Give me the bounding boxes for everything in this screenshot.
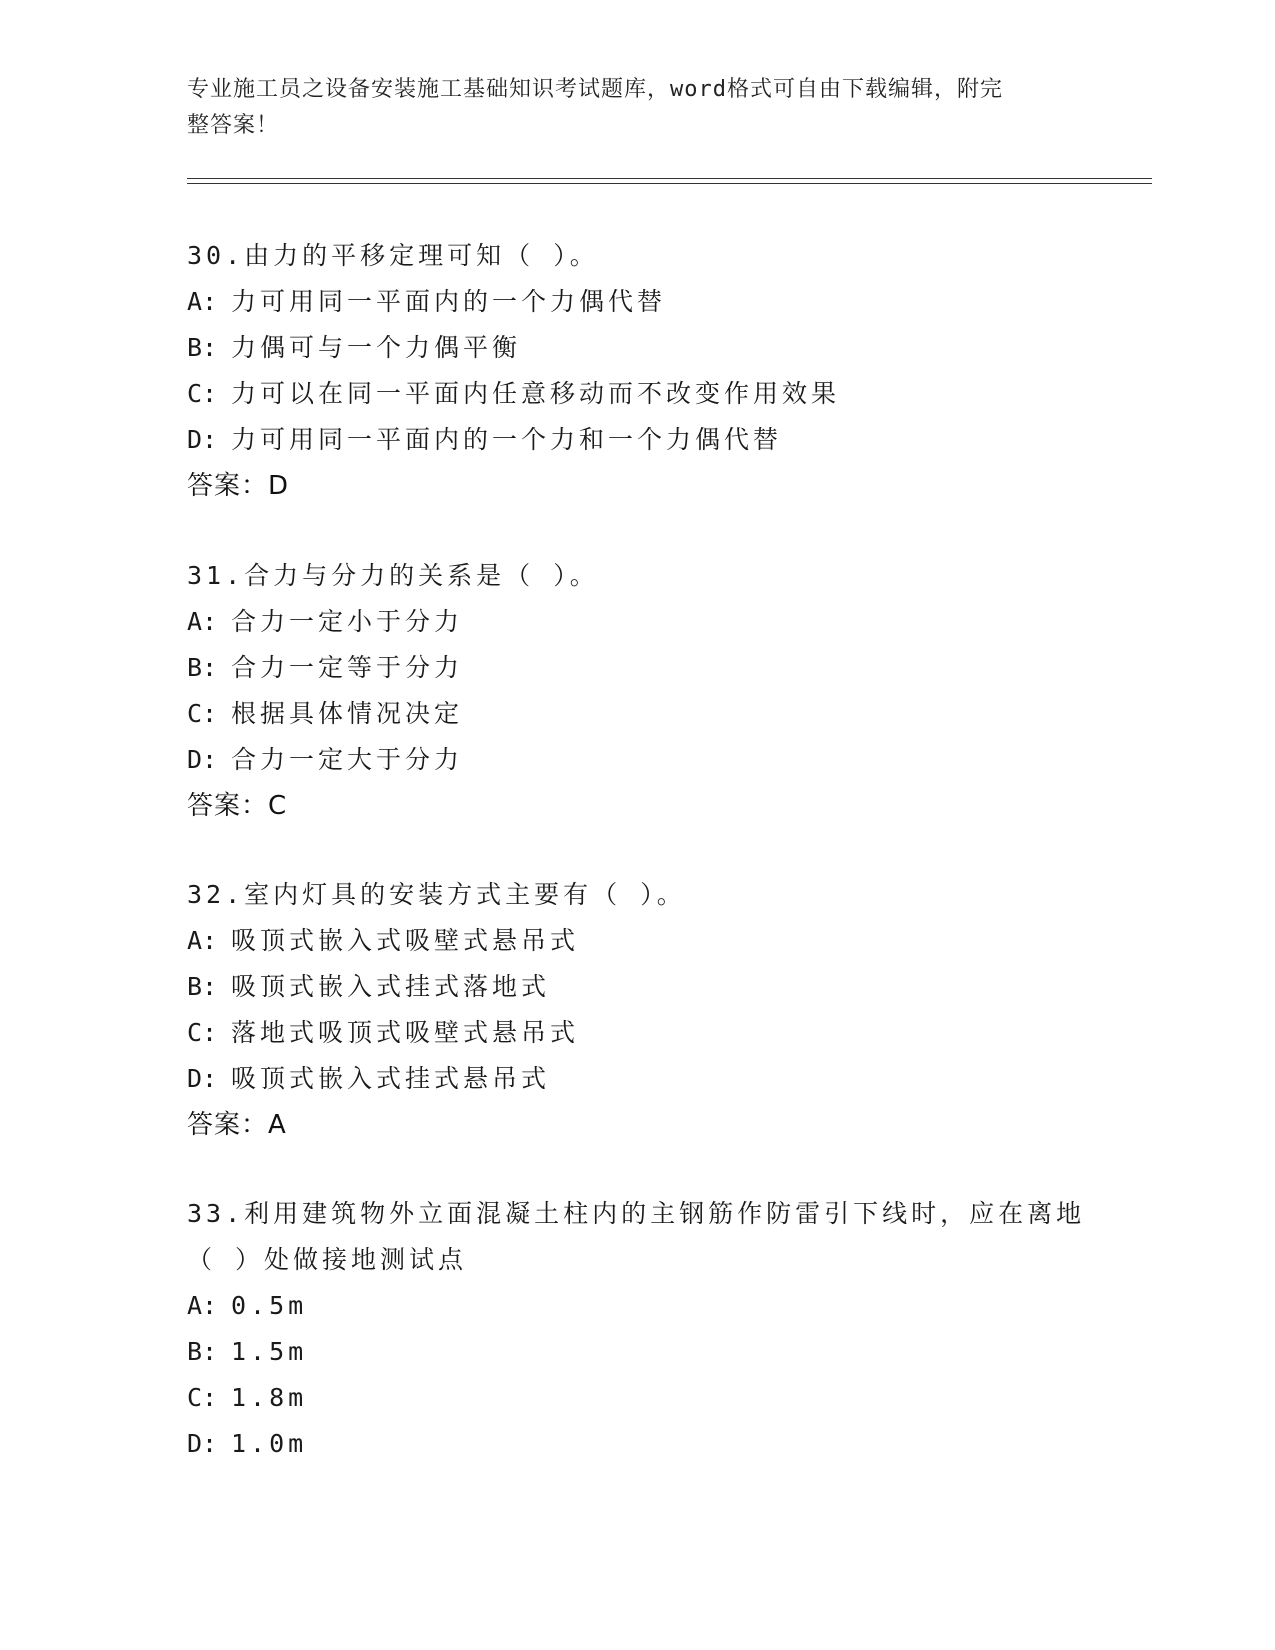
answer-line: 答案：A — [187, 1110, 287, 1140]
option-letter: A: — [187, 1291, 218, 1320]
option-letter: A: — [187, 926, 218, 955]
option-letter: C: — [187, 1018, 218, 1047]
option-letter: D: — [187, 425, 218, 454]
option-letter: D: — [187, 1429, 218, 1458]
option-letter: A: — [187, 607, 218, 636]
option-text: 1.8m — [231, 1383, 308, 1412]
option-letter: C: — [187, 699, 218, 728]
option-c — [187, 1375, 1087, 1421]
option-letter: D: — [187, 1064, 218, 1093]
option-a — [187, 918, 1087, 964]
option-text: 吸顶式嵌入式吸壁式悬吊式 — [231, 926, 580, 955]
option-text: 力可用同一平面内的一个力和一个力偶代替 — [231, 425, 783, 454]
header-divider-top — [187, 178, 1152, 179]
question-33 — [187, 1191, 1087, 1467]
option-b — [187, 645, 1087, 691]
option-text: 吸顶式嵌入式挂式落地式 — [231, 972, 551, 1001]
question-stem: 31.合力与分力的关系是（ ）。 — [187, 561, 599, 590]
option-b — [187, 325, 1087, 371]
question-30 — [187, 233, 1087, 509]
option-text: 根据具体情况决定 — [231, 699, 464, 728]
option-letter: B: — [187, 333, 218, 362]
question-stem-continued: （ ）处做接地测试点 — [187, 1245, 468, 1274]
answer-line: 答案：C — [187, 791, 288, 821]
question-31 — [187, 553, 1087, 829]
question-stem: 32.室内灯具的安装方式主要有（ ）。 — [187, 880, 686, 909]
question-stem: 30.由力的平移定理可知（ ）。 — [187, 241, 599, 270]
option-text: 力偶可与一个力偶平衡 — [231, 333, 522, 362]
header-line-2: 整答案！ — [187, 113, 280, 138]
header-line-1: 专业施工员之设备安装施工基础知识考试题库，word格式可自由下载编辑，附完 — [187, 77, 1003, 102]
option-b — [187, 964, 1087, 1010]
option-letter: C: — [187, 1383, 218, 1412]
question-stem: 33.利用建筑物外立面混凝土柱内的主钢筋作防雷引下线时，应在离地 — [187, 1199, 1086, 1228]
option-letter: D: — [187, 745, 218, 774]
option-a — [187, 279, 1087, 325]
option-letter: B: — [187, 972, 218, 1001]
option-text: 1.0m — [231, 1429, 308, 1458]
option-text: 力可以在同一平面内任意移动而不改变作用效果 — [231, 379, 841, 408]
option-c — [187, 691, 1087, 737]
document-header — [187, 72, 1067, 144]
option-letter: A: — [187, 287, 218, 316]
option-d — [187, 1056, 1087, 1102]
option-text: 合力一定等于分力 — [231, 653, 464, 682]
option-b — [187, 1329, 1087, 1375]
option-letter: B: — [187, 653, 218, 682]
option-d — [187, 417, 1087, 463]
option-d — [187, 737, 1087, 783]
option-c — [187, 1010, 1087, 1056]
option-text: 合力一定小于分力 — [231, 607, 464, 636]
option-letter: B: — [187, 1337, 218, 1366]
option-d — [187, 1421, 1087, 1467]
question-32 — [187, 872, 1087, 1148]
option-letter: C: — [187, 379, 218, 408]
option-c — [187, 371, 1087, 417]
option-text: 合力一定大于分力 — [231, 745, 464, 774]
answer-line: 答案：D — [187, 471, 290, 501]
option-text: 1.5m — [231, 1337, 308, 1366]
header-divider-bottom — [187, 183, 1152, 184]
option-text: 力可用同一平面内的一个力偶代替 — [231, 287, 667, 316]
option-text: 落地式吸顶式吸壁式悬吊式 — [231, 1018, 580, 1047]
option-text: 0.5m — [231, 1291, 308, 1320]
option-text: 吸顶式嵌入式挂式悬吊式 — [231, 1064, 551, 1093]
option-a — [187, 599, 1087, 645]
option-a — [187, 1283, 1087, 1329]
